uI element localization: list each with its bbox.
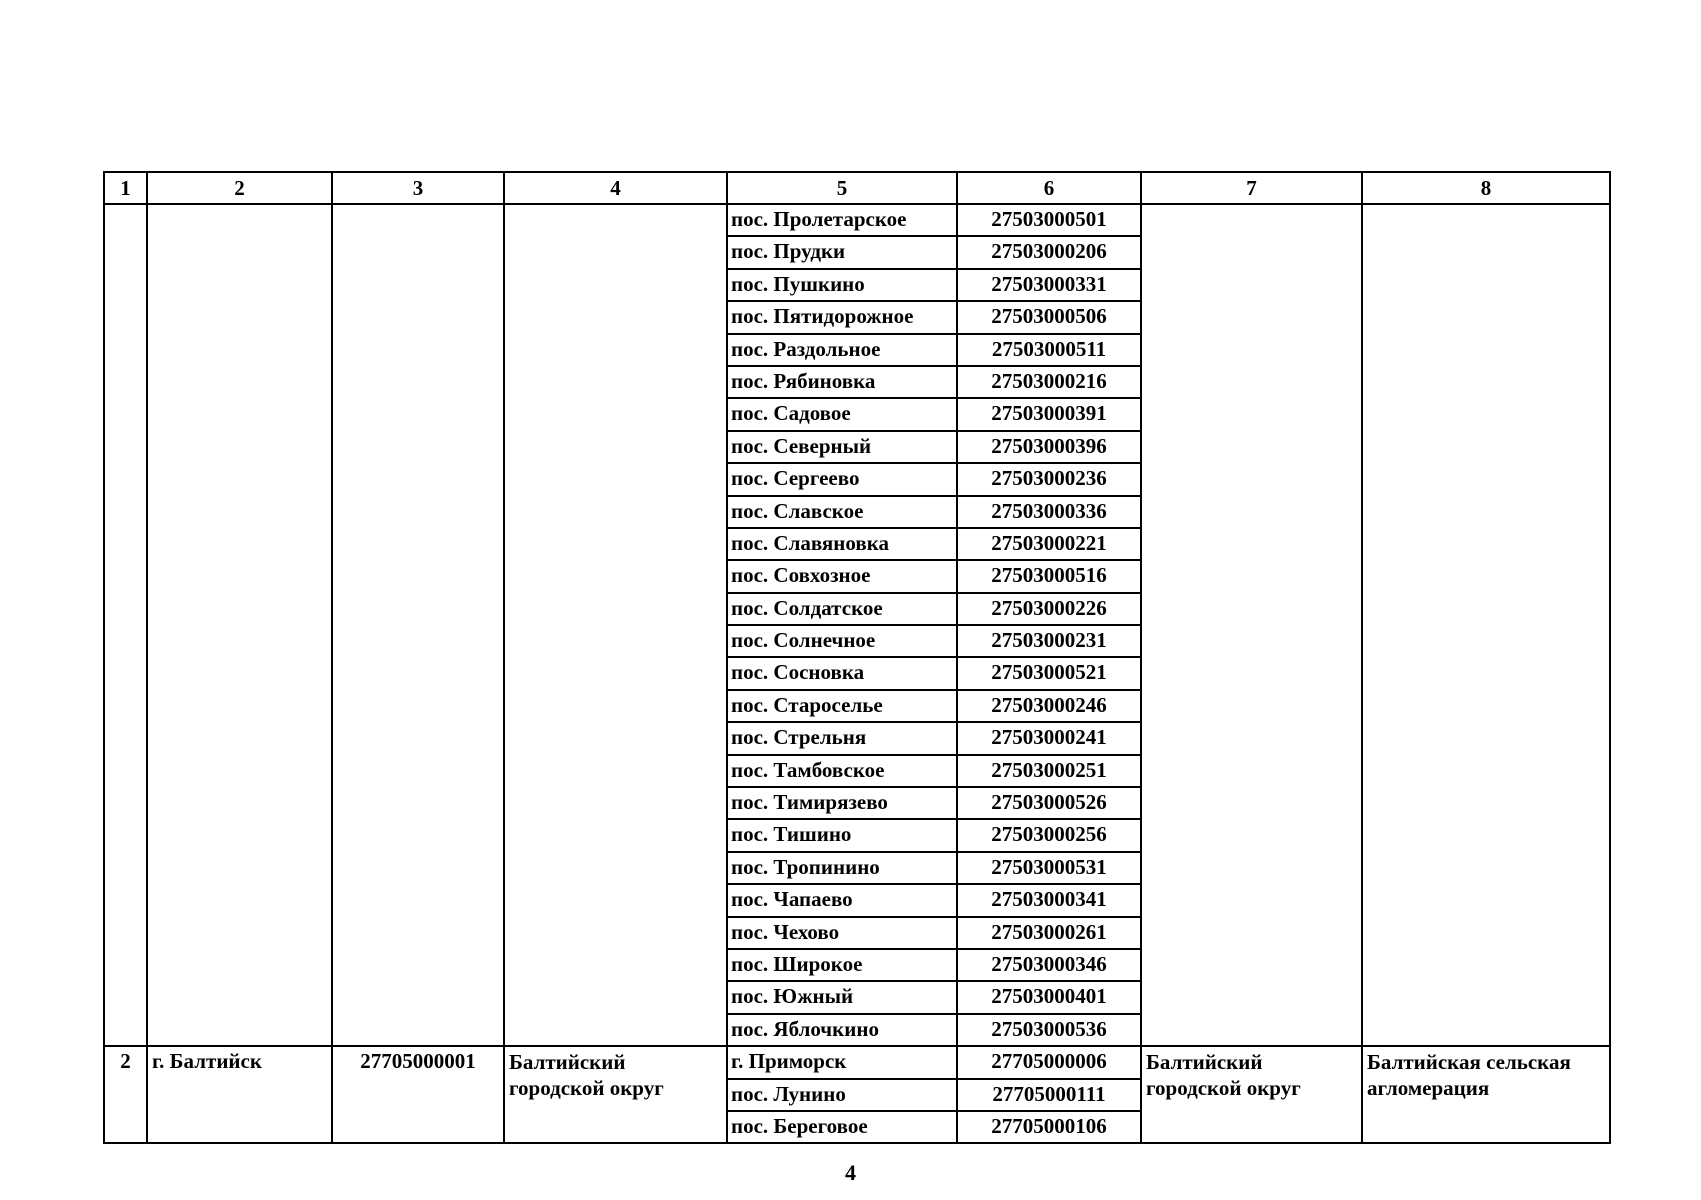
settlement-code: 27503000401 (957, 981, 1141, 1013)
settlement-code: 27503000521 (957, 657, 1141, 689)
group1-municipality-cell (504, 204, 727, 1046)
settlement-code: 27503000261 (957, 917, 1141, 949)
settlement-code: 27503000331 (957, 269, 1141, 301)
settlement-code: 27503000346 (957, 949, 1141, 981)
settlement-code: 27503000251 (957, 755, 1141, 787)
group2-agglomeration: Балтийская сельская агломерация (1362, 1046, 1610, 1143)
settlement-code: 27503000216 (957, 366, 1141, 398)
settlement-code: 27503000536 (957, 1014, 1141, 1046)
settlement-name: пос. Славяновка (727, 528, 957, 560)
settlements-table (103, 171, 1611, 1144)
group1-city-cell (147, 204, 332, 1046)
settlement-name: пос. Тимирязево (727, 787, 957, 819)
group2-num: 2 (104, 1046, 147, 1143)
table-body (104, 204, 1610, 1143)
settlement-name: пос. Яблочкино (727, 1014, 957, 1046)
group2-city: г. Балтийск (147, 1046, 332, 1143)
settlement-code: 27503000246 (957, 690, 1141, 722)
settlement-code: 27503000506 (957, 301, 1141, 333)
header-cell-1: 1 (104, 172, 147, 204)
settlement-name: пос. Пушкино (727, 269, 957, 301)
settlement-name: пос. Солдатское (727, 593, 957, 625)
settlement-name: пос. Славское (727, 496, 957, 528)
header-cell-5: 5 (727, 172, 957, 204)
settlement-code: 27503000501 (957, 204, 1141, 236)
group1-city-code-cell (332, 204, 504, 1046)
settlement-name: г. Приморск (727, 1046, 957, 1078)
settlement-name: пос. Садовое (727, 398, 957, 430)
settlement-name: пос. Береговое (727, 1111, 957, 1143)
settlement-code: 27503000391 (957, 398, 1141, 430)
settlement-code: 27503000226 (957, 593, 1141, 625)
settlement-code: 27705000111 (957, 1079, 1141, 1111)
settlement-code: 27503000231 (957, 625, 1141, 657)
settlement-code: 27503000241 (957, 722, 1141, 754)
header-row (104, 172, 1610, 204)
settlement-name: пос. Сосновка (727, 657, 957, 689)
settlement-name: пос. Совхозное (727, 560, 957, 592)
settlement-name: пос. Сергеево (727, 463, 957, 495)
group1-agglomeration-cell (1362, 204, 1610, 1046)
header-cell-8: 8 (1362, 172, 1610, 204)
settlement-code: 27503000511 (957, 334, 1141, 366)
settlement-name: пос. Широкое (727, 949, 957, 981)
group2-municipality: Балтийский городской округ (504, 1046, 727, 1143)
settlement-name: пос. Пятидорожное (727, 301, 957, 333)
settlement-code: 27705000006 (957, 1046, 1141, 1078)
settlement-code: 27503000221 (957, 528, 1141, 560)
settlement-code: 27503000526 (957, 787, 1141, 819)
group2-district: Балтийский городской округ (1141, 1046, 1362, 1143)
settlement-code: 27503000236 (957, 463, 1141, 495)
settlement-name: пос. Рябиновка (727, 366, 957, 398)
settlement-name: пос. Чехово (727, 917, 957, 949)
settlement-code: 27503000341 (957, 884, 1141, 916)
settlement-name: пос. Южный (727, 981, 957, 1013)
settlement-code: 27503000396 (957, 431, 1141, 463)
settlement-code: 27503000336 (957, 496, 1141, 528)
settlement-code: 27503000516 (957, 560, 1141, 592)
settlement-code: 27705000106 (957, 1111, 1141, 1143)
group1-district-cell (1141, 204, 1362, 1046)
settlement-name: пос. Солнечное (727, 625, 957, 657)
table-row (104, 1046, 1610, 1078)
header-cell-4: 4 (504, 172, 727, 204)
header-cell-6: 6 (957, 172, 1141, 204)
table-row (104, 204, 1610, 236)
settlement-name: пос. Раздольное (727, 334, 957, 366)
settlement-code: 27503000206 (957, 236, 1141, 268)
settlement-name: пос. Староселье (727, 690, 957, 722)
header-cell-2: 2 (147, 172, 332, 204)
settlement-name: пос. Тропинино (727, 852, 957, 884)
settlement-name: пос. Северный (727, 431, 957, 463)
settlement-name: пос. Лунино (727, 1079, 957, 1111)
page-number: 4 (845, 1160, 856, 1185)
settlement-code: 27503000531 (957, 852, 1141, 884)
settlement-name: пос. Прудки (727, 236, 957, 268)
settlement-code: 27503000256 (957, 819, 1141, 851)
settlement-name: пос. Тишино (727, 819, 957, 851)
settlement-name: пос. Тамбовское (727, 755, 957, 787)
header-cell-7: 7 (1141, 172, 1362, 204)
settlement-name: пос. Чапаево (727, 884, 957, 916)
settlement-name: пос. Стрельня (727, 722, 957, 754)
header-cell-3: 3 (332, 172, 504, 204)
settlement-name: пос. Пролетарское (727, 204, 957, 236)
group1-num-cell (104, 204, 147, 1046)
group2-city-code: 27705000001 (332, 1046, 504, 1143)
